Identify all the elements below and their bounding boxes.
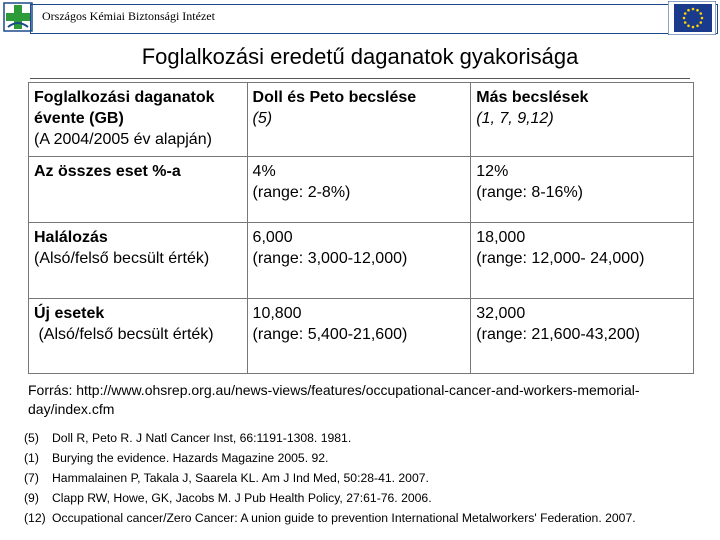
reference-number: (1) [24, 451, 39, 465]
reference-text: Doll R, Peto R. J Natl Cancer Inst, 66:1191-1308. 1981. [52, 431, 352, 445]
reference-number: (5) [24, 431, 39, 445]
reference-item [24, 508, 704, 528]
institute-name: Országos Kémiai Biztonsági Intézet [42, 9, 215, 23]
table-row [29, 299, 694, 374]
occupational-cancer-table [28, 82, 694, 374]
reference-item [24, 448, 704, 468]
reference-item [24, 488, 704, 508]
header [0, 0, 720, 36]
doll-peto-value: 6,000 (range: 3,000-12,000) [247, 223, 471, 299]
reference-list [24, 428, 704, 528]
reference-text: Clapp RW, Howe, GK, Jacobs M. J Pub Health Policy, 27:61-76. 2006. [52, 491, 432, 505]
reference-number: (12) [24, 511, 46, 525]
doll-peto-value: 4% (range: 2-8%) [247, 157, 471, 223]
reference-text: Hammalainen P, Takala J, Saarela KL. Am J Ind Med, 50:28-41. 2007. [52, 471, 429, 485]
title-divider [30, 78, 690, 79]
other-estimate-value: 18,000 (range: 12,000- 24,000) [471, 223, 694, 299]
table-row [29, 157, 694, 223]
reference-text: Burying the evidence. Hazards Magazine 2005. 92. [52, 451, 329, 465]
table-header-row [29, 83, 694, 157]
reference-item [24, 428, 704, 448]
row-label: Halálozás (Alsó/felső becsült érték) [29, 223, 248, 299]
reference-text: Occupational cancer/Zero Cancer: A union guide to prevention International Metalworkers' Federation. 2007. [52, 511, 636, 525]
row-label: Új esetek (Alsó/felső becsült érték) [29, 299, 248, 374]
doll-peto-value: 10,800 (range: 5,400-21,600) [247, 299, 471, 374]
header-cell-other-estimates: Más becslések (1, 7, 9,12) [471, 83, 694, 157]
table-row [29, 223, 694, 299]
source-citation: Forrás: http://www.ohsrep.org.au/news-views/features/occupational-cancer-and-workers-memorial-day/index.cfm [28, 382, 640, 417]
header-cell-doll-peto: Doll és Peto becslése (5) [247, 83, 471, 157]
row-label: Az összes eset %-a [29, 157, 248, 223]
other-estimate-value: 32,000 (range: 21,600-43,200) [471, 299, 694, 374]
header-cell-cancers: Foglalkozási daganatok évente (GB) (A 2004/2005 év alapján) [29, 83, 248, 157]
reference-number: (9) [24, 491, 39, 505]
reference-item [24, 468, 704, 488]
reference-number: (7) [24, 471, 39, 485]
eu-flag-icon [668, 1, 716, 35]
other-estimate-value: 12% (range: 8-16%) [471, 157, 694, 223]
page-title: Foglalkozási eredetű daganatok gyakorisága [141, 44, 579, 69]
